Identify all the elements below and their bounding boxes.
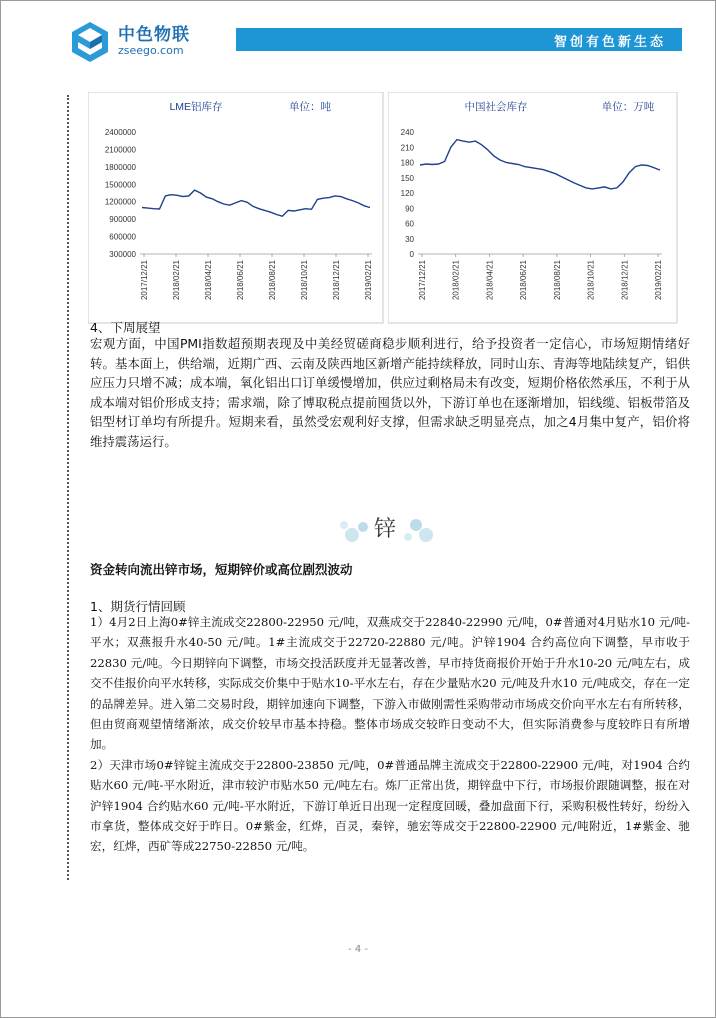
x-tick-label: 2018/08/21	[552, 260, 562, 301]
y-tick-label: 90	[405, 204, 414, 214]
x-tick-label: 2018/04/21	[485, 260, 495, 301]
lme-aluminium-stock-chart	[88, 92, 384, 324]
y-tick-label: 600000	[109, 232, 136, 242]
margin-dotted-line	[67, 95, 69, 880]
logo-chinese-name: 中色物联	[118, 25, 190, 45]
x-tick-label: 2018/04/21	[204, 260, 213, 301]
outlook-paragraph: 宏观方面，中国PMI指数超预期表现及中美经贸磋商稳步顺利进行，给予投资者一定信心，市场短期情绪好转。基本面上，供给端，近期广西、云南及陕西地区新增产能持续释放，同时山东、青海等地陆续复产，铝供应压力只增不减；成本端，氧化铝出口订单缓慢增加，供应过剩格局未有改变，短期价格依然承压，不利于从成本端对铝价形成支持；需求端，除了博取税点提前囤货以外，下游订单也在逐渐增加，铝线缆、铝板带箔及铝型材订单均有所提升。短期来看，虽然受宏观利好支撑，但需求缺乏明显亮点，加之4月集中复产，铝价将维持震荡运行。	[90, 336, 690, 449]
zinc-paragraph-1: 1）4月2日上海0#锌主流成交22800-22950 元/吨，双燕成交于22840-22990 元/吨，0#普通对4月贴水10 元/吨-平水；双燕报升水40-50 元/吨。1#主流成交于22720-22880 元/吨。沪锌1904 合约高位向下调整，早市收于22830 元/吨。今日期锌向下调整，市场交投活跃度并无显著改善，早市持货商报价开始于升水10-20 元/吨左右，成交不佳报价向平水转移，实际成交价集中于贴水10-平水左右，存在少量贴水20 元/吨及升水10 元/吨成交，存在一定的品牌差异。进入第二交易时段，期锌加速向下调整，下游入市做刚需性采购带动市场成交价向平水左右有所转移，但由贸商观望情绪渐浓，成交价较早市基本持稳。整体市场成交较昨日变动不大，但实际消费参与度较昨日有所增加。	[90, 615, 690, 752]
page-number: - 4 -	[348, 944, 368, 955]
x-tick-label: 2018/12/21	[332, 260, 341, 301]
chart-border	[388, 92, 677, 323]
chart-unit-label: 单位：万吨	[601, 101, 655, 113]
x-tick-label: 2017/12/21	[418, 260, 427, 301]
x-tick-label: 2018/02/21	[451, 260, 461, 301]
x-tick-label: 2018/08/21	[268, 260, 277, 301]
chart-unit-label: 单位：吨	[289, 101, 331, 113]
zinc-section-title: 锌	[374, 517, 397, 542]
y-tick-label: 1800000	[104, 162, 136, 172]
x-tick-label: 2019/02/21	[364, 260, 373, 301]
chart-title: LME铝库存	[169, 101, 223, 113]
y-tick-label: 240	[400, 128, 414, 137]
y-tick-label: 150	[400, 173, 414, 183]
chart-svg-1	[88, 92, 384, 324]
x-tick-label: 2018/06/21	[519, 260, 529, 301]
zseego-logo-icon	[68, 20, 112, 64]
zinc-futures-subheading: 1、期货行情回顾	[90, 599, 186, 614]
x-tick-label: 2019/02/21	[654, 260, 663, 301]
y-tick-label: 900000	[109, 215, 136, 225]
y-tick-label: 1200000	[104, 197, 136, 207]
x-tick-label: 2018/10/21	[586, 260, 596, 301]
y-tick-label: 30	[405, 234, 414, 244]
chart-title: 中国社会库存	[464, 101, 528, 113]
zinc-paragraph-2: 2）天津市场0#锌锭主流成交于22800-23850 元/吨，0#普通品牌主流成交于22800-22900 元/吨，对1904 合约贴水60 元/吨-平水附近，津市较沪市贴水50 元/吨左右。炼厂正常出货，期锌盘中下行，市场报价跟随调整，报在对沪锌1904 合约贴水60 元/吨-平水附近，下游订单近日出现一定程度回暖，叠加盘面下行，采购积极性转好，纷纷入市拿货，整体成交好于昨日。0#紫金，红烨，百灵，秦锌，驰宏等成交于22800-22900 元/吨附近，1#紫金、驰宏，红烨，西矿等成22750-22850 元/吨。	[90, 757, 690, 854]
y-tick-label: 120	[400, 189, 414, 198]
chart-svg-2	[388, 92, 678, 324]
y-tick-label: 210	[400, 143, 414, 153]
y-tick-label: 60	[405, 219, 414, 229]
x-tick-label: 2017/12/21	[140, 260, 149, 301]
y-tick-label: 2400000	[104, 128, 136, 137]
header-banner	[236, 28, 682, 51]
logo	[68, 18, 218, 66]
zinc-shanghai-market-text	[90, 612, 690, 857]
outlook-body	[90, 334, 690, 452]
y-tick-label: 300000	[109, 250, 136, 259]
logo-domain: zseego.com	[118, 44, 184, 57]
y-tick-label: 0	[409, 250, 414, 259]
china-social-inventory-chart	[388, 92, 678, 324]
header-slogan: 智创有色新生态	[553, 35, 666, 50]
x-tick-label: 2018/06/21	[236, 260, 245, 301]
y-tick-label: 2100000	[104, 145, 136, 155]
x-tick-label: 2018/10/21	[300, 260, 309, 301]
zinc-headline: 资金转向流出锌市场，短期锌价或高位剧烈波动	[90, 562, 353, 577]
x-tick-label: 2018/12/21	[620, 260, 630, 301]
y-tick-label: 1500000	[104, 180, 136, 190]
outlook-heading: 4、下周展望	[90, 320, 161, 335]
x-tick-label: 2018/02/21	[172, 260, 181, 301]
y-tick-label: 180	[400, 158, 414, 168]
